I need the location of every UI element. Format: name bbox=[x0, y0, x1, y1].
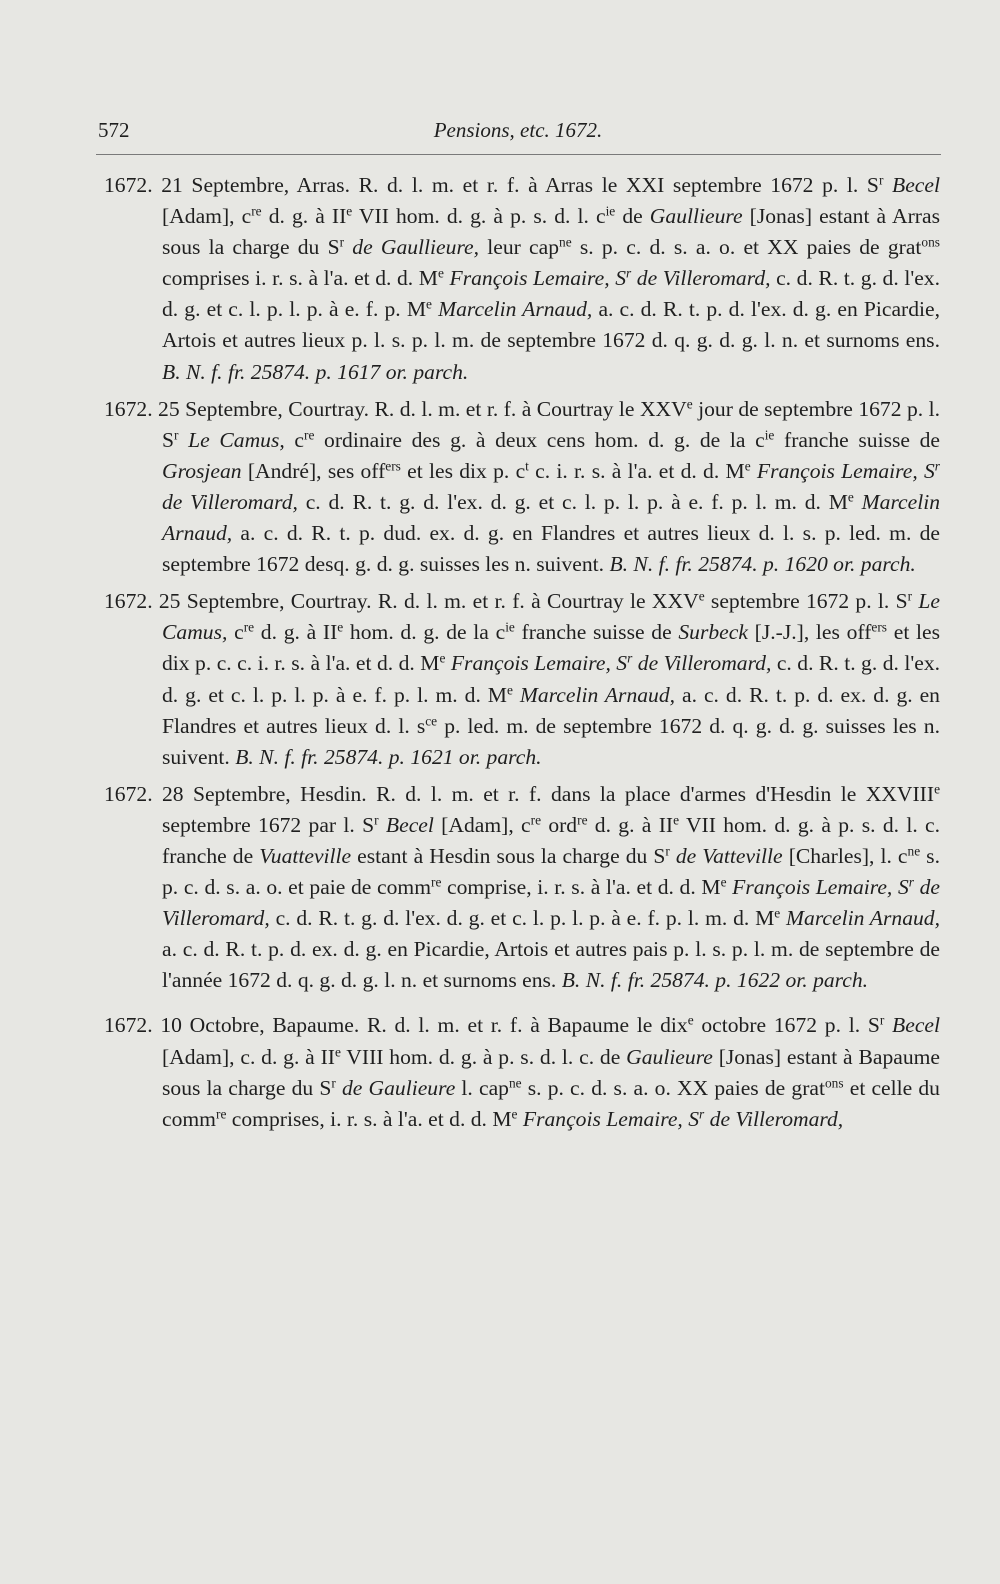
entry bbox=[104, 586, 940, 773]
italic-text: Vuatteville bbox=[259, 843, 352, 868]
entry-text: [Adam], c bbox=[433, 812, 531, 837]
entry-text: VII hom. d. g. à p. s. d. l. c bbox=[352, 204, 606, 229]
italic-text: Marcelin Arnaud, bbox=[786, 906, 940, 931]
superscript: ne bbox=[559, 234, 572, 250]
entry-text: c. d. R. t. g. d. l'ex. d. g. et c. l. p. l. p. à e. f. p. M bbox=[162, 266, 940, 322]
entry-text: octobre 1672 p. l. S bbox=[693, 1013, 880, 1038]
superscript: re bbox=[251, 203, 262, 219]
entry-text: [Charles], l. c bbox=[782, 843, 908, 868]
entry-text: p. led. m. de septembre 1672 d. q. g. d. g. suisses les n. suivent. bbox=[162, 713, 940, 769]
superscript: e bbox=[426, 297, 432, 313]
superscript: re bbox=[577, 812, 588, 828]
superscript: e bbox=[720, 874, 727, 890]
entry-text: c. d. R. t. g. d. l'ex. d. g. et c. l. p. l. p. à e. f. p. l. m. d. M bbox=[269, 906, 775, 931]
entry-text: c. i. r. s. à l'a. et d. d. M bbox=[528, 458, 745, 483]
superscript: r bbox=[665, 843, 670, 859]
entry-text: jour de septembre 1672 p. l. S bbox=[162, 396, 940, 452]
superscript: r bbox=[374, 812, 379, 828]
superscript: ie bbox=[605, 203, 616, 219]
entry-text: s. p. c. d. s. a. o. et paie de comm bbox=[162, 843, 940, 900]
superscript: ne bbox=[508, 1075, 522, 1091]
superscript: e bbox=[847, 489, 854, 505]
entry-text: [Jonas] estant à Arras sous la charge du S bbox=[162, 204, 940, 260]
entry-text: [J.-J.], les off bbox=[747, 620, 872, 645]
entry-text: franche suisse de bbox=[514, 620, 679, 645]
superscript: re bbox=[215, 1106, 227, 1122]
entry-text: hom. d. g. de la c bbox=[343, 620, 506, 645]
entry-year: 1672. bbox=[104, 589, 153, 614]
superscript: ons bbox=[824, 1075, 844, 1091]
entry-text: s. p. c. d. s. a. o. XX paies de grat bbox=[521, 1075, 825, 1100]
entry-text: VII hom. d. g. à p. s. d. l. c. franche de bbox=[162, 812, 941, 868]
italic-text: François Lemaire, S bbox=[450, 651, 628, 676]
superscript: ie bbox=[764, 427, 775, 443]
entry bbox=[104, 779, 940, 997]
entry-text: a. c. d. R. t. p. dud. ex. d. g. en Flandres et autres lieux d. l. s. p. led. m. de septembre 1672 desq. g. d. g. suisses les n. suivent. bbox=[162, 521, 940, 577]
superscript: e bbox=[346, 203, 353, 219]
italic-text: Grosjean bbox=[162, 458, 242, 483]
entry-text: 10 Octobre, Bapaume. R. d. l. m. et r. f. à Bapaume le dix bbox=[152, 1013, 688, 1038]
italic-text: Becel bbox=[385, 812, 434, 837]
entry-text: leur cap bbox=[479, 235, 559, 260]
superscript: ers bbox=[385, 458, 401, 474]
superscript: e bbox=[511, 1106, 518, 1122]
entry-year: 1672. bbox=[104, 396, 153, 421]
superscript: e bbox=[744, 458, 751, 474]
superscript: t bbox=[525, 458, 529, 474]
italic-text: de Villeromard, bbox=[162, 489, 298, 514]
italic-text: B. N. f. fr. 25874. p. 1620 or. parch. bbox=[609, 552, 916, 577]
italic-text: François Lemaire, S bbox=[756, 458, 935, 483]
entry bbox=[104, 170, 940, 388]
italic-text: Le Camus, bbox=[162, 589, 940, 645]
superscript: e bbox=[687, 1013, 694, 1029]
superscript: r bbox=[174, 427, 179, 443]
entry-text: septembre 1672 par l. S bbox=[162, 812, 375, 837]
superscript: r bbox=[627, 651, 633, 667]
italic-text: Gaulieure bbox=[626, 1044, 713, 1069]
superscript: re bbox=[304, 427, 315, 443]
italic-text: de Villeromard, bbox=[632, 651, 772, 676]
entry-text: comprises i. r. s. à l'a. et d. d. M bbox=[162, 266, 438, 291]
italic-text: de Villeromard, bbox=[162, 875, 941, 931]
italic-text: de Vatteville bbox=[675, 843, 783, 868]
entry-text: a. c. d. R. t. p. d. ex. d. g. en Picardie, Artois et autres pais p. l. s. p. l. m. de septembre de l'année 1672 d. q. g. d. g. l. n. et surnoms ens. bbox=[162, 937, 940, 993]
entry-text: VIII hom. d. g. à p. s. d. l. c. de bbox=[340, 1044, 627, 1069]
entry-text bbox=[178, 428, 188, 452]
entry-text: 25 Septembre, Courtray. R. d. l. m. et r. f. à Courtray le XXV bbox=[152, 589, 699, 614]
italic-text: de Villeromard, bbox=[704, 1106, 844, 1131]
entry-text: a. c. d. R. t. p. d. ex. d. g. en Flandres et autres lieux d. l. s bbox=[162, 682, 940, 738]
entry-text: d. g. à II bbox=[254, 620, 338, 645]
entry-text: d. g. à II bbox=[587, 812, 674, 837]
entry-text bbox=[513, 683, 520, 707]
superscript: ers bbox=[871, 619, 888, 635]
page-number: 572 bbox=[98, 118, 130, 142]
italic-text: B. N. f. fr. 25874. p. 1622 or. parch. bbox=[561, 968, 869, 993]
italic-text: B. N. f. fr. 25874. p. 1621 or. parch. bbox=[235, 744, 542, 769]
superscript: r bbox=[626, 265, 632, 281]
superscript: ie bbox=[505, 619, 515, 635]
entry-year: 1672. bbox=[104, 1013, 153, 1038]
italic-text: de Villeromard, bbox=[631, 266, 771, 291]
superscript: r bbox=[907, 588, 913, 604]
entry-text: c. d. R. t. g. d. l'ex. d. g. et c. l. p. l. p. à e. f. p. l. m. d. M bbox=[297, 489, 848, 514]
superscript: r bbox=[699, 1106, 705, 1122]
entry-text: [André], ses off bbox=[241, 458, 386, 483]
entry-text: et les dix p. c bbox=[400, 458, 526, 483]
italic-text: de Gaulieure bbox=[341, 1075, 456, 1100]
italic-text: Gaullieure bbox=[649, 204, 743, 229]
italic-text: Le Camus, bbox=[188, 427, 285, 452]
italic-text: Becel bbox=[892, 1013, 940, 1038]
superscript: r bbox=[934, 458, 941, 474]
italic-text: Marcelin Arnaud, bbox=[438, 297, 593, 322]
entry-text: comprises, i. r. s. à l'a. et d. d. M bbox=[226, 1106, 512, 1131]
superscript: e bbox=[774, 905, 781, 921]
entry-text bbox=[854, 490, 862, 514]
running-title: Pensions, etc. 1672. bbox=[433, 118, 603, 142]
superscript: r bbox=[878, 172, 884, 188]
superscript: r bbox=[339, 234, 345, 250]
entry-text: a. c. d. R. t. p. d. l'ex. d. g. en Picardie, Artois et autres lieux p. l. s. p. l. m. de septembre 1672 d. q. g. d. g. l. n. et surnoms ens. bbox=[162, 297, 941, 353]
superscript: e bbox=[334, 1044, 341, 1060]
superscript: r bbox=[879, 1013, 885, 1029]
header-rule bbox=[96, 154, 941, 155]
entry-text: [Jonas] estant à Bapaume sous la charge du S bbox=[162, 1044, 940, 1100]
entry-text: ordinaire des g. à deux cens hom. d. g. de la c bbox=[314, 427, 765, 452]
entry-text: et celle du comm bbox=[162, 1075, 940, 1131]
italic-text: B. N. f. fr. 25874. p. 1617 or. parch. bbox=[162, 359, 469, 384]
superscript: r bbox=[908, 874, 914, 890]
entry-text: l. cap bbox=[455, 1075, 509, 1100]
entry-text: 25 Septembre, Courtray. R. d. l. m. et r. f. à Courtray le XXV bbox=[152, 396, 687, 421]
superscript: e bbox=[698, 588, 705, 604]
entry-text: comprise, i. r. s. à l'a. et d. d. M bbox=[441, 875, 721, 900]
superscript: e bbox=[507, 682, 513, 698]
superscript: e bbox=[934, 781, 940, 797]
entry-text: 21 Septembre, Arras. R. d. l. m. et r. f. à Arras le XXI septembre 1672 p. l. S bbox=[152, 173, 879, 197]
entry bbox=[104, 394, 940, 581]
superscript: e bbox=[439, 651, 446, 667]
entry-text: s. p. c. d. s. a. o. et XX paies de grat bbox=[571, 235, 922, 260]
superscript: e bbox=[437, 265, 444, 281]
italic-text: François Lemaire, S bbox=[449, 266, 626, 291]
superscript: ons bbox=[921, 234, 940, 250]
superscript: ne bbox=[907, 843, 921, 859]
superscript: e bbox=[337, 619, 344, 635]
superscript: e bbox=[673, 812, 680, 828]
entry-text: et les dix p. c. c. i. r. s. à l'a. et d. d. M bbox=[162, 620, 941, 676]
entry-text: c bbox=[227, 620, 244, 645]
italic-text: Marcelin Arnaud, bbox=[519, 682, 676, 707]
italic-text: Marcelin Arnaud, bbox=[162, 489, 941, 546]
entry-text bbox=[884, 1013, 892, 1037]
italic-text: Becel bbox=[892, 173, 940, 197]
entry-text: estant à Hesdin sous la charge du S bbox=[351, 843, 666, 868]
italic-text: de Gaullieure, bbox=[352, 235, 480, 260]
entry-text: c bbox=[284, 427, 305, 452]
superscript: re bbox=[530, 812, 542, 828]
entry-text: de bbox=[615, 204, 650, 229]
entry-text bbox=[883, 173, 892, 197]
italic-text: Surbeck bbox=[678, 620, 748, 645]
italic-text: François Lemaire, S bbox=[522, 1106, 700, 1131]
superscript: re bbox=[431, 874, 442, 890]
italic-text: François Lemaire, S bbox=[732, 875, 909, 900]
entry-text: ord bbox=[541, 812, 578, 837]
superscript: e bbox=[686, 396, 693, 412]
running-head bbox=[98, 118, 938, 152]
entry-text: septembre 1672 p. l. S bbox=[704, 589, 908, 614]
superscript: re bbox=[243, 619, 255, 635]
entry-year: 1672. bbox=[104, 781, 153, 806]
entry-text bbox=[379, 813, 386, 837]
superscript: r bbox=[331, 1075, 336, 1091]
entries-list bbox=[104, 170, 940, 1141]
entry-text: franche suisse de bbox=[774, 427, 941, 452]
entry bbox=[104, 1010, 940, 1134]
entry-text: [Adam], c bbox=[162, 204, 252, 229]
superscript: ce bbox=[425, 713, 438, 729]
entry-text: 28 Septembre, Hesdin. R. d. l. m. et r. f. dans la place d'armes d'Hesdin le XXVIII bbox=[152, 781, 935, 806]
entry-text: d. g. à II bbox=[261, 204, 347, 229]
entry-text: c. d. R. t. g. d. l'ex. d. g. et c. l. p. l. p. à e. f. p. l. m. d. M bbox=[162, 651, 941, 707]
entry-text: [Adam], c. d. g. à II bbox=[162, 1044, 335, 1069]
entry-year: 1672. bbox=[104, 173, 153, 197]
